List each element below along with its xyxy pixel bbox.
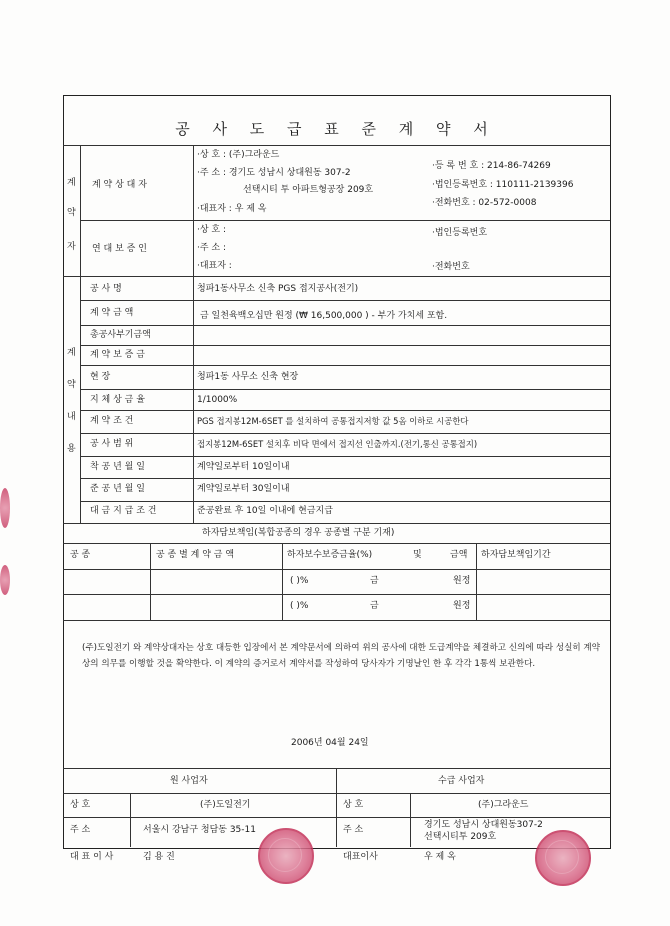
row-value-amount: 금 일천육백오십만 원정 (₩ 16,500,000 ) - 부가 가치세 포함. — [200, 311, 448, 321]
warranty-row1-rate: ( )% — [290, 576, 309, 586]
guarantor-trade-name: ·상 호 : — [197, 225, 227, 235]
row-label-scope: 공 사 범 위 — [90, 439, 134, 449]
row-value-delay-rate: 1/1000% — [197, 395, 238, 405]
principal-rep-label: 대 표 이 사 — [70, 852, 114, 862]
row-value-scope: 접지봉12M-6SET 설치후 비닥 면에서 접지선 인출까지.(전기,통신 공통접지) — [197, 439, 478, 449]
principal-trade-name: (주)도일전기 — [200, 800, 251, 810]
guarantor-phone: ·전화번호 — [432, 262, 470, 272]
warranty-row1-unit: 원정 — [453, 576, 471, 586]
row-value-project: 청파1동사무소 신축 PGS 접지공사(전기) — [197, 284, 359, 294]
party-side-label-2: 약 — [67, 208, 76, 218]
contract-side-label-3: 내 — [67, 412, 76, 422]
row-value-end-date: 계약일로부터 30일이내 — [197, 484, 290, 494]
guarantor-corp-reg-no: ·법인등록번호 — [432, 228, 488, 238]
row-label-start-date: 착 공 년 월 일 — [90, 462, 145, 472]
subcontractor-rep-label: 대표이사 — [343, 852, 378, 862]
warranty-header-amount: 공 종 별 계 약 금 액 — [156, 550, 235, 560]
warranty-row2-rate: ( )% — [290, 601, 309, 611]
edge-seal-icon — [0, 488, 10, 528]
subcontractor-representative: 우 제 옥 — [424, 852, 456, 862]
row-label-total-extra: 총공사부기금액 — [90, 330, 151, 340]
contractor-trade-name: ·상 호 : (주)그라운드 — [197, 150, 280, 160]
row-label-site: 현 장 — [90, 372, 111, 382]
contractor-corp-reg-no: ·법인등록번호 : 110111-2139396 — [432, 180, 574, 190]
principal-address: 서울시 강남구 청담동 35-11 — [143, 825, 256, 835]
agreement-text: (주)도일전기 와 계약상대자는 상호 대등한 입장에서 본 계약문서에 의하여 위의 공사에 대한 도급계약을 체결하고 신의에 따라 성실히 계약상의 의무를 이행할 것을 확약한다. 이 계약의 증거로서 계약서를 작성하여 당사자가 기명날인 한 후 각각 1통씩 보관한다. — [82, 643, 601, 669]
warranty-header-rate: 하자보수보증금율(%) — [287, 550, 373, 560]
row-label-delay-rate: 지 체 상 금 율 — [90, 395, 145, 405]
contractor-address-1: ·주 소 : 경기도 성남시 상대원동 307-2 — [197, 168, 351, 178]
warranty-row2-prefix: 금 — [370, 601, 379, 611]
edge-seal-icon — [0, 565, 10, 595]
guarantor-representative: ·대표자 : — [197, 261, 232, 271]
row-label-project: 공 사 명 — [90, 284, 122, 294]
subcontractor-address-1: 경기도 성남시 상대원동307-2 — [424, 820, 543, 830]
subcontractor-trade-name: (주)그라운드 — [478, 800, 529, 810]
subcontractor-trade-label: 상 호 — [343, 800, 364, 810]
party-side-label-3: 자 — [67, 242, 76, 252]
guarantor-row-label: 연 대 보 증 인 — [92, 244, 147, 254]
row-value-payment: 준공완료 후 10일 이내에 현금지급 — [197, 506, 333, 516]
row-label-amount: 계 약 금 액 — [90, 308, 134, 318]
row-value-start-date: 계약일로부터 10일이내 — [197, 462, 290, 472]
row-label-deposit: 계 약 보 증 금 — [90, 350, 145, 360]
subcontractor-address-2: 선택시티투 209호 — [424, 832, 497, 842]
row-value-site: 청파1동 사무소 신축 현장 — [197, 372, 299, 382]
guarantor-address: ·주 소 : — [197, 243, 227, 253]
subcontractor-header: 수급 사업자 — [438, 776, 485, 786]
warranty-row2-unit: 원정 — [453, 601, 471, 611]
contract-side-label-1: 계 — [67, 348, 76, 358]
contractor-reg-no: ·등 록 번 호 : 214-86-74269 — [432, 161, 551, 171]
warranty-header-money: 금액 — [450, 550, 468, 560]
contract-side-label-2: 약 — [67, 380, 76, 390]
warranty-row1-prefix: 금 — [370, 576, 379, 586]
warranty-header-period: 하자담보책임기간 — [481, 550, 551, 560]
subcontractor-address-label: 주 소 — [343, 825, 364, 835]
principal-representative: 김 용 진 — [143, 852, 175, 862]
subcontractor-seal-icon — [535, 830, 591, 886]
contract-side-label-4: 용 — [67, 444, 76, 454]
principal-address-label: 주 소 — [70, 825, 91, 835]
row-value-conditions: PGS 접지봉12M-6SET 를 설치하여 공통접지저항 값 5옴 이하로 시공한다 — [197, 416, 469, 426]
row-label-end-date: 준 공 년 월 일 — [90, 484, 145, 494]
contractor-address-2: 선택시티 투 아파트형공장 209호 — [243, 185, 374, 195]
contract-date: 2006년 04월 24일 — [291, 738, 369, 748]
row-label-conditions: 계 약 조 건 — [90, 416, 134, 426]
contractor-representative: ·대표자 : 우 제 옥 — [197, 204, 267, 214]
warranty-caption: 하자담보책임(복합공종의 경우 공종별 구분 기재) — [202, 528, 395, 538]
row-label-payment: 대 금 지 급 조 건 — [90, 506, 157, 516]
contractor-phone: ·전화번호 : 02-572-0008 — [432, 198, 537, 208]
principal-seal-icon — [258, 828, 314, 884]
party-side-label-1: 계 — [67, 178, 76, 188]
document-title: 공 사 도 급 표 준 계 약 서 — [175, 120, 497, 138]
contractor-row-label: 계 약 상 대 자 — [92, 180, 147, 190]
warranty-header-and: 및 — [413, 550, 422, 560]
principal-trade-label: 상 호 — [70, 800, 91, 810]
warranty-header-type: 공 종 — [70, 550, 91, 560]
principal-header: 원 사업자 — [170, 776, 208, 786]
